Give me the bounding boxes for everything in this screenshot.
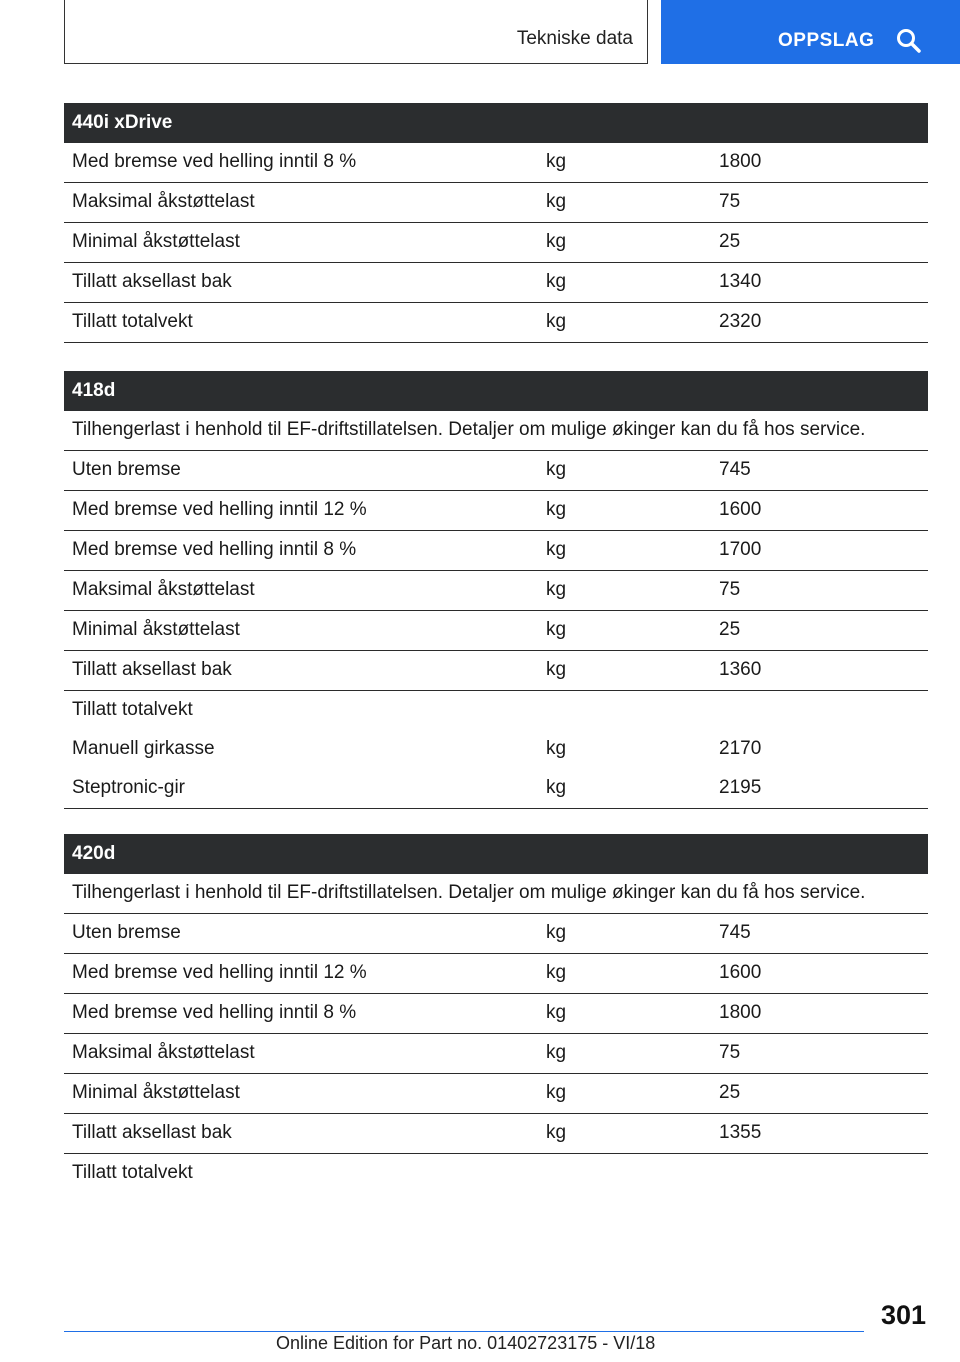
row-value: 1600 (719, 962, 762, 983)
row-unit: kg (546, 579, 567, 600)
row-value: 1600 (719, 499, 762, 520)
row-label: Tillatt aksellast bak (72, 1122, 232, 1143)
row-label: Tillatt aksellast bak (72, 659, 232, 680)
row-unit: kg (546, 539, 567, 560)
search-icon (896, 28, 922, 54)
row-label: Med bremse ved helling inntil 12 % (72, 962, 367, 983)
row-value: 2170 (719, 738, 762, 759)
section-title: Tekniske data (516, 28, 633, 49)
row-label: Uten bremse (72, 922, 181, 943)
table-row (64, 611, 928, 651)
row-value: 25 (719, 619, 741, 640)
table-row (64, 730, 928, 769)
row-unit: kg (546, 659, 567, 680)
row-value: 25 (719, 231, 741, 252)
row-label: Med bremse ved helling inntil 8 % (72, 539, 357, 560)
row-unit: kg (546, 151, 567, 172)
table-row (64, 769, 928, 809)
table-row (64, 1074, 928, 1114)
section-note (64, 874, 928, 914)
row-unit: kg (546, 231, 567, 252)
table-row (64, 651, 928, 691)
footer-divider (64, 1331, 864, 1332)
row-label: Maksimal åkstøttelast (72, 579, 255, 600)
row-value: 745 (719, 459, 751, 480)
row-value: 75 (719, 1042, 741, 1063)
row-unit: kg (546, 499, 567, 520)
row-value: 1355 (719, 1122, 762, 1143)
row-unit: kg (546, 922, 567, 943)
edition-text: Online Edition for Part no. 01402723175 - VI/18 (276, 1333, 656, 1353)
row-value: 1340 (719, 271, 762, 292)
group-heading-row (64, 691, 928, 730)
row-value: 1360 (719, 659, 762, 680)
table-row (64, 914, 928, 954)
row-label: Minimal åkstøttelast (72, 231, 240, 252)
group-label: Tillatt totalvekt (72, 699, 193, 720)
row-unit: kg (546, 619, 567, 640)
row-unit: kg (546, 311, 567, 332)
row-value: 75 (719, 191, 741, 212)
row-label: Uten bremse (72, 459, 181, 480)
row-value: 745 (719, 922, 751, 943)
row-label: Med bremse ved helling inntil 12 % (72, 499, 367, 520)
row-label: Maksimal åkstøttelast (72, 1042, 255, 1063)
group-label: Tillatt totalvekt (72, 1162, 193, 1183)
spec-section-420d (64, 834, 928, 1193)
row-label: Minimal åkstøttelast (72, 619, 240, 640)
row-value: 1800 (719, 151, 762, 172)
row-unit: kg (546, 1082, 567, 1103)
section-heading: 420d (64, 834, 928, 874)
row-value: 1800 (719, 1002, 762, 1023)
table-row (64, 954, 928, 994)
row-label: Maksimal åkstøttelast (72, 191, 255, 212)
row-unit: kg (546, 962, 567, 983)
section-heading: 440i xDrive (64, 103, 928, 143)
table-row (64, 451, 928, 491)
row-unit: kg (546, 271, 567, 292)
table-row (64, 1034, 928, 1074)
page-number: 301 (880, 1300, 926, 1330)
note-text: Tilhengerlast i henhold til EF-driftstillatelsen. Detaljer om mulige økinger kan du få hos service. (72, 419, 866, 440)
spec-section-418d (64, 371, 928, 809)
row-label: Steptronic-gir (72, 777, 185, 798)
row-label: Minimal åkstøttelast (72, 1082, 240, 1103)
row-label: Tillatt totalvekt (72, 311, 193, 332)
row-unit: kg (546, 1042, 567, 1063)
row-unit: kg (546, 1122, 567, 1143)
row-unit: kg (546, 1002, 567, 1023)
table-row (64, 303, 928, 343)
row-value: 25 (719, 1082, 741, 1103)
row-value: 1700 (719, 539, 762, 560)
row-unit: kg (546, 191, 567, 212)
spec-section-440i-xdrive (64, 103, 928, 343)
lookup-label: OPPSLAG (778, 30, 875, 51)
table-row (64, 531, 928, 571)
table-row (64, 491, 928, 531)
row-value: 75 (719, 579, 741, 600)
table-row (64, 994, 928, 1034)
group-heading-row (64, 1154, 928, 1193)
header-section-box (64, 0, 648, 64)
table-row (64, 143, 928, 183)
row-label: Tillatt aksellast bak (72, 271, 232, 292)
row-unit: kg (546, 459, 567, 480)
row-unit: kg (546, 738, 567, 759)
row-label: Manuell girkasse (72, 738, 215, 759)
row-label: Med bremse ved helling inntil 8 % (72, 1002, 357, 1023)
note-text: Tilhengerlast i henhold til EF-driftstillatelsen. Detaljer om mulige økinger kan du få hos service. (72, 882, 866, 903)
table-row (64, 263, 928, 303)
row-label: Med bremse ved helling inntil 8 % (72, 151, 357, 172)
table-row (64, 571, 928, 611)
section-note (64, 411, 928, 451)
section-heading: 418d (64, 371, 928, 411)
table-row (64, 223, 928, 263)
lookup-button[interactable] (661, 0, 960, 64)
row-value: 2195 (719, 777, 762, 798)
table-row (64, 1114, 928, 1154)
row-unit: kg (546, 777, 567, 798)
table-row (64, 183, 928, 223)
row-value: 2320 (719, 311, 762, 332)
